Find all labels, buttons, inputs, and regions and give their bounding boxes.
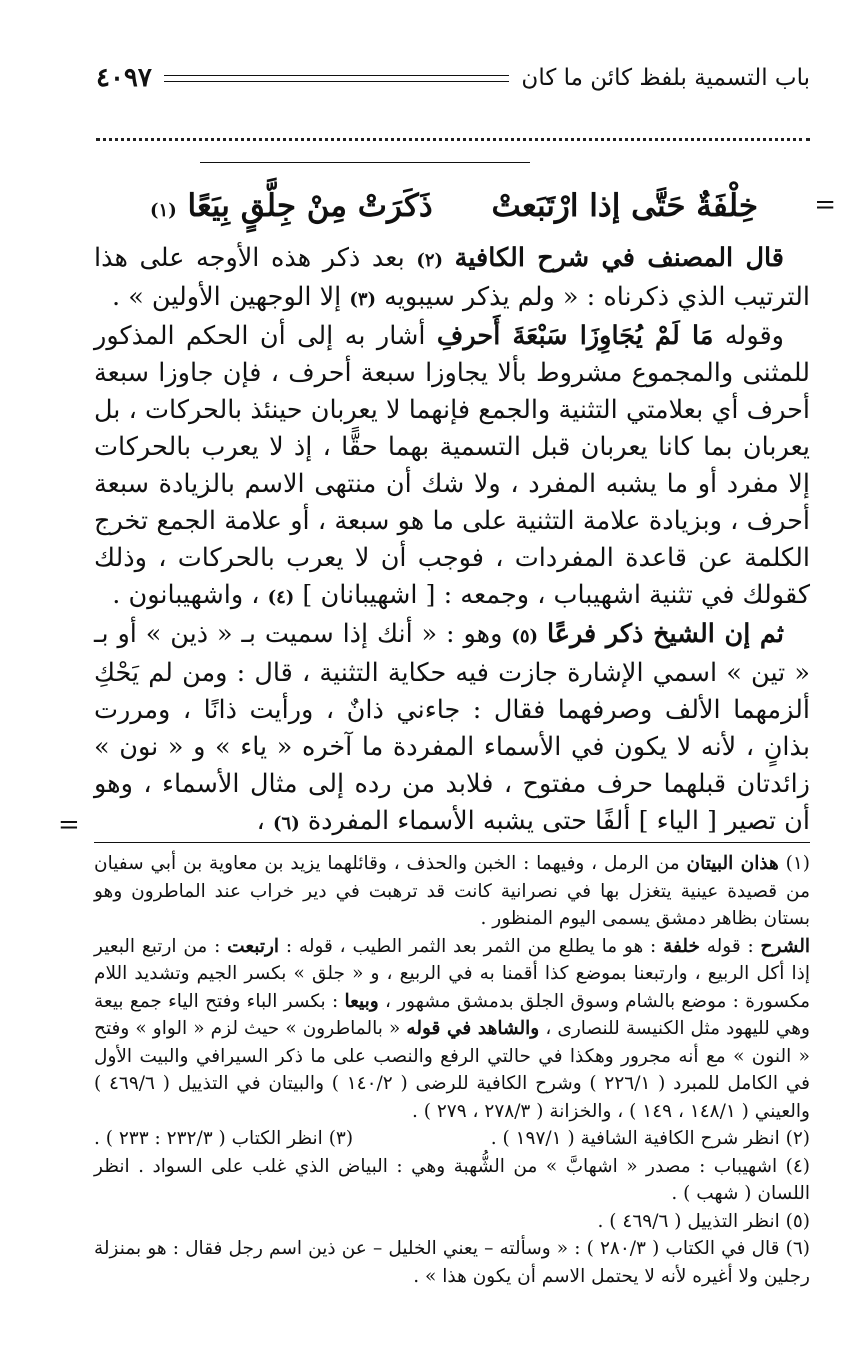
p2-bold: مَا لَمْ يُجَاوِزَا سَبْعَةَ أَحرفِ xyxy=(436,321,714,351)
p1-text-2: إلا الوجهين الأولين » . xyxy=(111,282,350,312)
footnote-ref-3: (٣) xyxy=(349,289,377,310)
p3-text: وهو : « أنك إذا سميت بـ « ذين » أو بـ « تين » اسمي الإشارة جازت فيه حكاية التثنية ، قال : ومن لم يَحْكِ ألزمهما الألف وصرفهما فقال : جاءني ذانٌ ، ورأيت ذانًا ، ومررت بذانٍ ، لأنه لا يكون في الأسماء المفردة ما آخره « ياء » و « نون » زائدتان قبلهما حرف مفتوح ، فلابد من رده إلى مثال الأسماء ، وهو أن تصير [ الياء ] ألفًا حتى يشبه الأسماء المفردة xyxy=(94,619,810,836)
fn1-bold-1: هذان البيتان xyxy=(686,853,779,874)
footnote-6: (٦) قال في الكتاب ( ٢٨٠/٣ ) : « وسألته – يعني الخليل – عن ذين اسم رجل فقال : هو بمنزلة رجلين ولا أغيره لأنه لا يحتمل الاسم أن يكون هذا » . xyxy=(94,1238,810,1287)
p3-bold: ثم إن الشيخ ذكر فرعًا xyxy=(546,619,785,649)
fn1-text-6: « بالماطرون » حيث لزم « الواو » وفتح « النون » مع أنه مجرور وهكذا في حالتي الرفع والنصب على ما ذكر السيرافي والبيت الأول في الكامل للمبرد ( ٢٢٦/١ ) وشرح الكافية للرضى ( ١٤٠/٢ ) والبيتان في التذييل ( ٤٦٩/٦ ) والعيني ( ١٤٨/١ ، ١٤٩ ) ، والخزانة ( ٢٧٨/٣ ، ٢٧٩ ) . xyxy=(94,1018,810,1122)
paragraph-3 xyxy=(94,616,810,842)
page-number: ٤٠٩٧ xyxy=(96,63,152,93)
footnote-ref-5: (٥) xyxy=(511,626,539,647)
footnote-rule xyxy=(94,842,810,843)
poem-right-hemistich: خِلْفَةٌ حَتَّى إذا ارْتَبَعتْ xyxy=(491,188,758,224)
p3-text-2: ، xyxy=(256,806,273,836)
poem-side-mark: = xyxy=(814,190,836,220)
fn1-number: (١) xyxy=(785,853,810,874)
footnote-2: (٢) انظر شرح الكافية الشافية ( ١٩٧/١ ) . xyxy=(490,1128,810,1149)
fn1-text-3: : هو ما يطلع من الثمر بعد الثمر الطيب ، قوله : xyxy=(279,935,664,957)
paragraph-2 xyxy=(94,318,810,616)
poem-verse xyxy=(150,178,758,234)
fn1-bold-3: خلفة xyxy=(663,935,700,957)
main-text xyxy=(94,240,810,842)
fn1-bold-5: وبيعا xyxy=(344,990,379,1012)
fn1-text-1: من الرمل ، وفيهما : الخبن والحذف ، وقائلهما يزيد بن معاوية بن أبي سفيان من قصيدة عينية يتغزل بها في نصرانية كانت قد ترهبت في دير خراب عند الماطرون وهو بستان بظاهر دمشق يسمى اليوم المنظور . xyxy=(94,853,810,929)
fn1-bold-6: والشاهد في قوله xyxy=(406,1018,540,1039)
footnote-ref-4: (٤) xyxy=(267,587,295,608)
footnotes-2-3-row xyxy=(94,1125,810,1153)
poem-left-text: ذَكَرَتْ مِنْ جِلَّقٍ بِيَعًا xyxy=(187,188,433,224)
footnote-ref-6: (٦) xyxy=(272,813,300,834)
fn1-bold-4: ارتبعت xyxy=(227,935,280,957)
p2-text-2: ، واشهيبانون . xyxy=(112,580,268,610)
footnote-4: (٤) اشهيباب : مصدر « اشهابَّ » من الشُّهبة وهي : البياض الذي غلب على السواد . انظر اللسان ( شهب ) . xyxy=(94,1155,810,1204)
p1-text: بعد ذكر هذه الأوجه على هذا الترتيب الذي ذكرناه : « ولم يذكر سيبويه xyxy=(94,243,810,312)
p2-text: أشار به إلى أن الحكم المذكور للمثنى والمجموع مشروط بألا يجاوزا سبعة أحرف ، فإن جاوزا سبعة أحرف أي بعلامتي التثنية والجمع فإنهما لا يعربان حينئذ بالحركات ، بل يعربان بما كانا يعربان قبل التسمية بهما حقًّا ، إذ لا يعرب بالحركات إلا مفرد أو ما يشبه المفرد ، ولا شك أن منتهى الاسم بالزيادة سبعة أحرف ، وبزيادة علامة التثنية على ما هو سبعة ، أو علامة الجمع تخرج الكلمة عن قاعدة المفردات ، فوجب أن لا يعرب بالحركات ، وذلك كقولك في تثنية اشهيباب ، وجمعه : [ اشهيبانان ] xyxy=(94,321,810,610)
fn1-bold-2: الشرح xyxy=(760,935,810,957)
poem-top-rule xyxy=(200,162,530,163)
footnote-5: (٥) انظر التذييل ( ٤٦٩/٦ ) . xyxy=(597,1210,810,1232)
poem-left-hemistich xyxy=(150,188,433,224)
fn1-text-2: : قوله xyxy=(699,935,761,957)
footnote-3: (٣) انظر الكتاب ( ٢٣٢/٣ : ٢٣٣ ) . xyxy=(94,1128,354,1149)
continuation-mark: = xyxy=(58,810,80,840)
footnotes xyxy=(94,850,810,1290)
footnote-ref-2: (٢) xyxy=(416,250,444,271)
footnote-ref-1: (١) xyxy=(150,200,177,221)
p2-lead: وقوله xyxy=(713,321,784,351)
page-header xyxy=(96,58,810,98)
footnote-1 xyxy=(94,850,810,1125)
fn1-text-5: : بكسر الباء وفتح الياء جمع بيعة وهي لليهود مثل الكنيسة للنصارى ، xyxy=(94,990,810,1039)
running-title: باب التسمية بلفظ كائن ما كان xyxy=(521,65,810,91)
fn1-text-4: : من ارتبع البعير إذا أكل الربيع ، وارتبعنا بموضع كذا أقمنا به في الربيع ، و « جلق » بكسر الجيم وتشديد اللام مكسورة : موضع بالشام وسوق الجلق بدمشق مشهور ، xyxy=(94,935,811,1012)
dotted-divider xyxy=(96,138,810,141)
p1-bold: قال المصنف في شرح الكافية xyxy=(454,243,784,273)
paragraph-1 xyxy=(94,240,810,318)
header-rule xyxy=(164,75,510,82)
